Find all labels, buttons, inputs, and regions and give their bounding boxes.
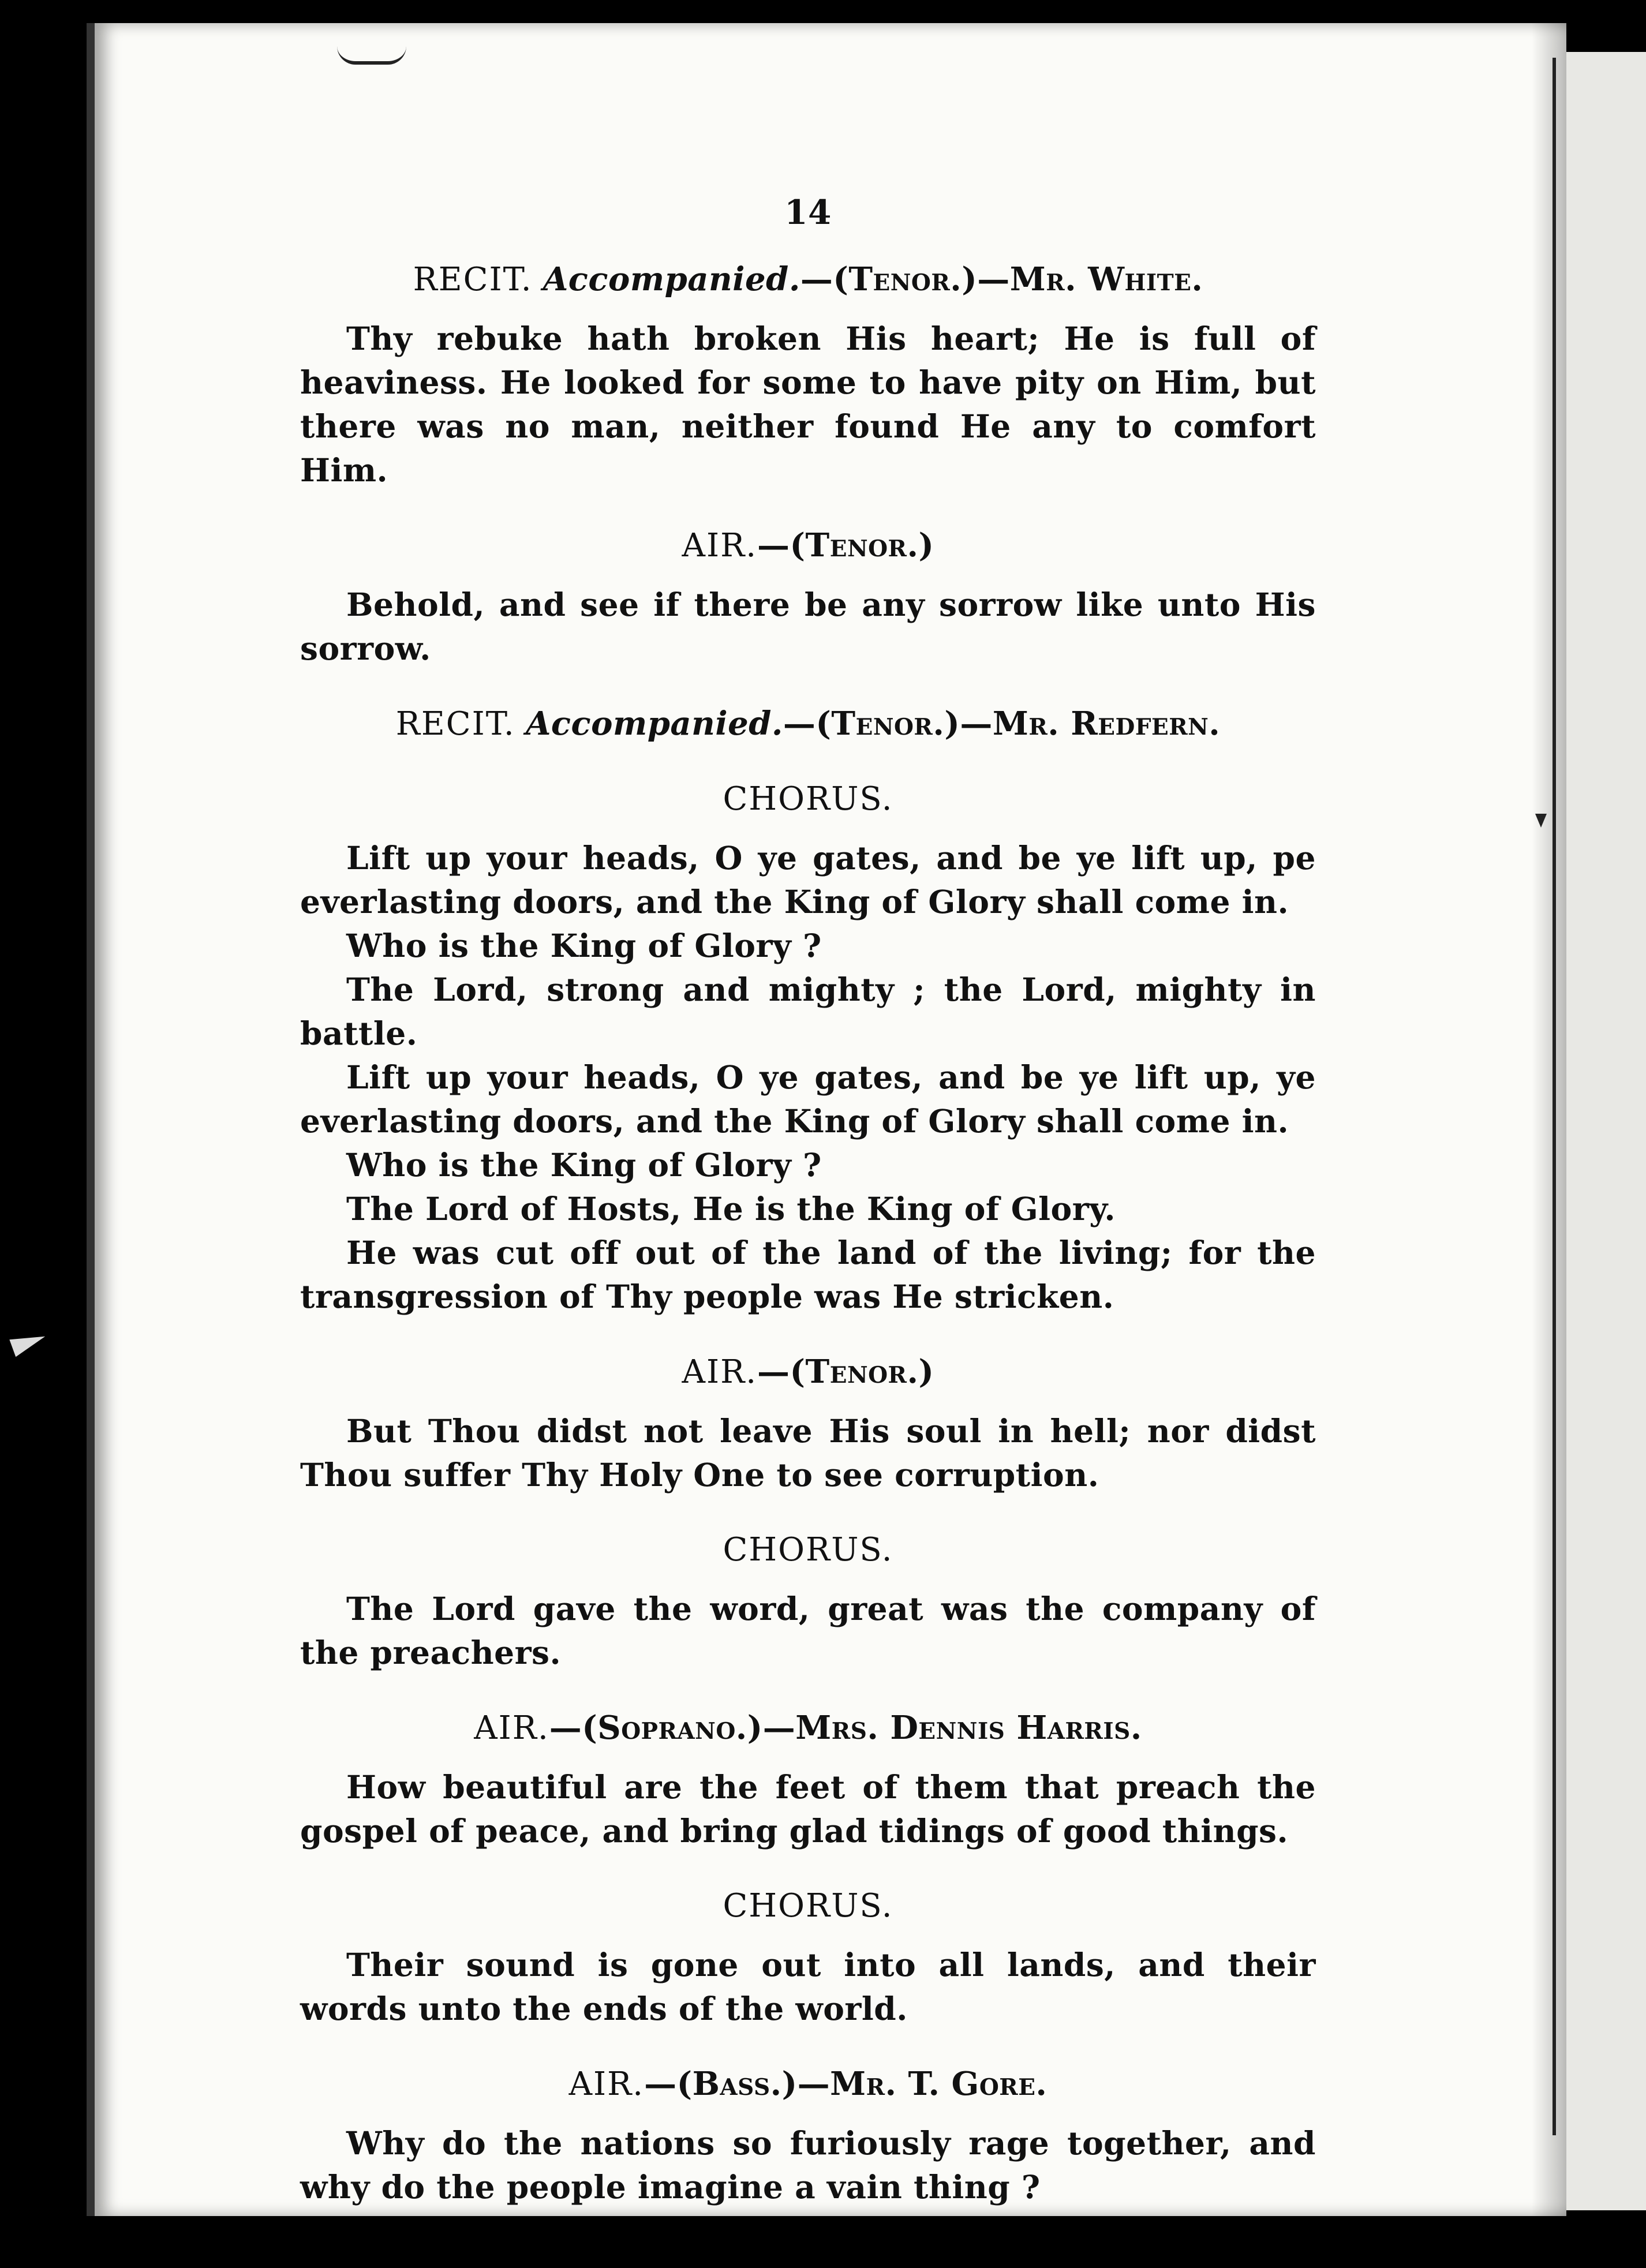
section-text: Behold, and see if there be any sorrow like unto His sorrow. (300, 586, 1316, 667)
facing-page-edge (1556, 52, 1646, 2210)
heading-voice: —(Bass.) (644, 2065, 798, 2103)
heading-qualifier: Accompanied. (543, 260, 800, 298)
heading-performer: —Mr. T. Gore. (797, 2065, 1048, 2103)
heading-performer: —Mrs. Dennis Harris. (762, 1709, 1142, 1747)
section-heading (300, 257, 1316, 302)
heading-label: AIR. (682, 527, 758, 564)
section-text: The Lord of Hosts, He is the King of Glory. (346, 1190, 1116, 1227)
section-text: Thy rebuke hath broken His heart; He is full of heaviness. He looked for some to have pity on Him, but there was no man, neither found He any to comfort Him. (300, 320, 1316, 489)
heading-qualifier: Accompanied. (525, 705, 783, 743)
margin-tick-mark (1535, 814, 1547, 828)
page-number: 14 (784, 193, 832, 232)
section-text: Who is the King of Glory ? (346, 927, 822, 964)
section-text: How beautiful are the feet of them that preach the gospel of peace, and bring glad tidings of good things. (300, 1768, 1316, 1850)
section-heading (300, 2062, 1316, 2106)
section-text: He was cut off out of the land of the living; for the transgression of Thy people was He stricken. (300, 1234, 1316, 1315)
section-heading (300, 1350, 1316, 1394)
heading-label: CHORUS. (723, 1887, 893, 1925)
section-text: Lift up your heads, O ye gates, and be ye lift up, pe everlasting doors, and the King of Glory shall come in. (300, 839, 1316, 920)
heading-label: AIR. (474, 1709, 549, 1747)
heading-voice: —(Tenor.) (783, 705, 960, 743)
program-sections (300, 257, 1316, 2209)
heading-performer: —Mr. White. (977, 260, 1203, 298)
page-gutter-shadow (1532, 23, 1566, 2216)
heading-voice: —(Tenor.) (757, 526, 934, 564)
binding-edge (1553, 58, 1556, 2135)
section-text: Lift up your heads, O ye gates, and be ye lift up, ye everlasting doors, and the King of Glory shall come in. (300, 1058, 1316, 1140)
heading-voice: —(Tenor.) (757, 1353, 934, 1391)
heading-label: CHORUS. (723, 1531, 893, 1569)
heading-voice: —(Tenor.) (800, 260, 978, 298)
heading-label: AIR. (568, 2065, 645, 2103)
heading-label: RECIT. (395, 705, 515, 743)
section-text: But Thou didst not leave His soul in hell; nor didst Thou suffer Thy Holy One to see corruption. (300, 1412, 1316, 1494)
heading-label: RECIT. (413, 261, 533, 298)
section-text: Who is the King of Glory ? (346, 1146, 822, 1184)
section-heading (300, 777, 1316, 821)
heading-voice: —(Soprano.) (549, 1709, 763, 1747)
heading-performer: —Mr. Redfern. (960, 705, 1221, 743)
section-heading (300, 1528, 1316, 1572)
section-heading (300, 1706, 1316, 1750)
heading-label: AIR. (682, 1353, 758, 1391)
page-content (300, 190, 1316, 2209)
section-text: Their sound is gone out into all lands, and their words unto the ends of the world. (300, 1946, 1316, 2027)
ink-smudge-mark (337, 46, 406, 65)
section-heading (300, 1884, 1316, 1928)
section-text: Why do the nations so furiously rage together, and why do the people imagine a vain thing ? (300, 2124, 1316, 2206)
section-heading (300, 523, 1316, 568)
section-text: The Lord gave the word, great was the company of the preachers. (300, 1590, 1316, 1671)
section-heading (300, 702, 1316, 746)
heading-label: CHORUS. (723, 780, 893, 818)
section-text: The Lord, strong and mighty ; the Lord, mighty in battle. (300, 971, 1316, 1052)
